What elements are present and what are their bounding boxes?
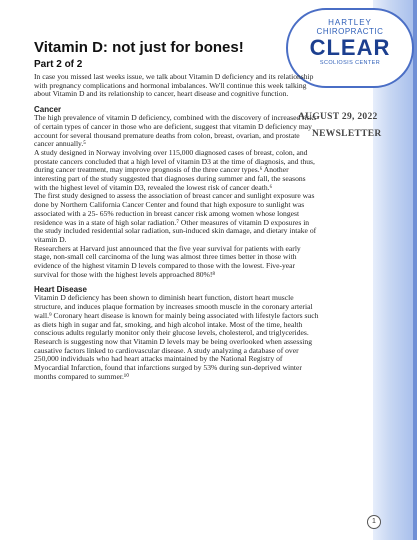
sidebar-edge-decoration: [413, 0, 417, 540]
section-heading-cancer: Cancer: [34, 105, 62, 115]
heart-paragraph-1: Vitamin D deficiency has been shown to diminish heart function, distort heart muscle structure, and induces plaque formation by increases smooth muscle in the coronary arterial wall.⁹ Coronary heart disease is known for mainly being associated with lifestyle factors such as diets high in sugar and fat, smoking, and high alcohol intake. Most of the time, health conscious adults regularly monitor only their glucose levels, cholesterol, and triglycerides. Research is suggesting now that Vitamin D levels may be being overlooked when assessing causative factors linked to cardiovascular disease. A study analyzing a database of over 250,000 individuals who had heart attacks maintained by the National Registry of Myocardial Infarction, found that infarctions surged by 53% during sun-deprived winter months compared to summer.¹⁰: [34, 293, 319, 381]
cancer-paragraph-3: The first study designed to assess the association of breast cancer and sunlight exposure was done by Northern California Cancer Center and found that high exposure to sunlight was associated with a 25- 65% reduction in breast cancer risk among women whose longest residence was in a state of high solar radiation.⁷ Other measures of vitamin D exposures in the study included residential solar radiation, sun-induced skin damage, and dietary intake of vitamin D.: [34, 191, 317, 244]
cancer-paragraph-1: The high prevalence of vitamin D deficiency, combined with the discovery of increased risks of certain types of cancer in those who are deficient, suggest that vitamin D deficiency may account for several thousand premature deaths from colon, breast, ovarian, and prostate cancer annually.⁵: [34, 113, 317, 149]
cancer-paragraph-2: A study designed in Norway involving over 115,000 diagnosed cases of breast, colon, and prostate cancers concluded that a high level of vitamin D3 at the time of diagnosis, and thus, during cancer treatment, may improve prognosis of the three cancer types.⁶ Another interesting part of the study suggested that diagnoses during summer and fall, the seasons with the highest level of vitamin D3, revealed the lowest risk of cancer death.⁶: [34, 147, 315, 192]
newsletter-label: NEWSLETTER: [312, 129, 382, 139]
logo-line-clear: CLEAR: [309, 35, 391, 60]
section-heading-heart-disease: Heart Disease: [34, 285, 87, 295]
article-part-label: Part 2 of 2: [34, 59, 83, 70]
logo-line-chiropractic: CHIROPRACTIC: [316, 27, 384, 36]
issue-date: AUGUST 29, 2022: [298, 112, 378, 122]
cancer-paragraph-4: Researchers at Harvard just announced that the five year survival for patients with early stage, non-small cell carcinoma of the lung was almost three times better in those with evidence of the highest vitamin D levels compared to those with the lowest. Five-year survival for those with the highest levels approached 80%!⁸: [34, 243, 301, 279]
page-number: 1: [367, 515, 381, 529]
article-title: Vitamin D: not just for bones!: [34, 39, 244, 56]
logo-line-scoliosis-center: SCOLIOSIS CENTER: [319, 60, 381, 66]
article-body: [34, 73, 369, 382]
intro-paragraph: In case you missed last weeks issue, we talk about Vitamin D deficiency and its relationship with pregnancy complications and hormonal imbalances. We'll continue this week talking about Vitamin D and its relationship to cancer, heart disease and cognitive function.: [34, 72, 314, 99]
logo-line-hartley: HARTLEY: [328, 18, 372, 27]
